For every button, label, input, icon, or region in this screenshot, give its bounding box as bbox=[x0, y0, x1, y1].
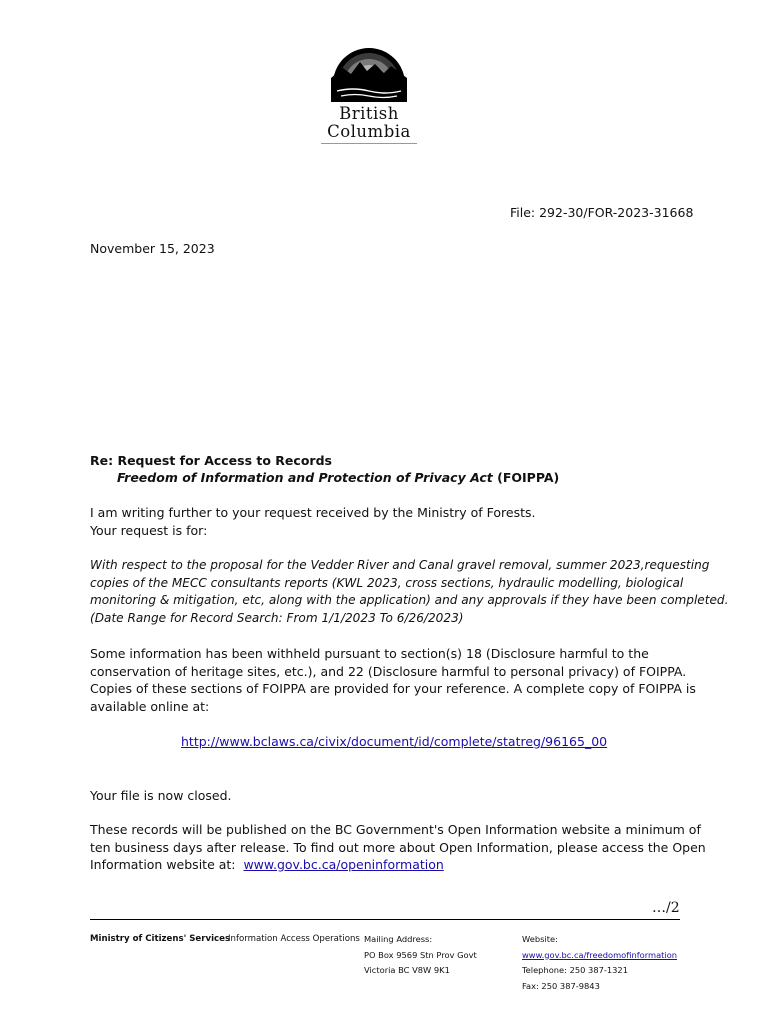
telephone: Telephone: 250 387-1321 bbox=[522, 965, 628, 975]
logo-line-british: British bbox=[339, 104, 399, 123]
mailing-line: PO Box 9569 Stn Prov Govt bbox=[364, 949, 477, 960]
footer-contact bbox=[522, 932, 677, 994]
request-line: With respect to the proposal for the Vedder River and Canal gravel removal, summer 2023,requesting bbox=[90, 558, 710, 572]
request-line: copies of the MECC consultants reports (KWL 2023, cross sections, hydraulic modelling, biological bbox=[90, 575, 684, 590]
publish-line bbox=[90, 856, 706, 874]
publish-line-prefix: Information website at: bbox=[90, 857, 244, 872]
mailing-label: Mailing Address: bbox=[364, 934, 433, 944]
publish-line: ten business days after release. To find out more about Open Information, please access the Open bbox=[90, 839, 706, 855]
website-label: Website: bbox=[522, 934, 558, 944]
open-information-link[interactable]: www.gov.bc.ca/openinformation bbox=[243, 857, 444, 872]
request-line: (Date Range for Record Search: From 1/1/2023 To 6/26/2023) bbox=[90, 610, 464, 625]
withheld-line: Copies of these sections of FOIPPA are provided for your reference. A complete copy of FOIPPA is bbox=[90, 681, 696, 696]
act-abbreviation: (FOIPPA) bbox=[492, 470, 560, 485]
publish-line: These records will be published on the BC Government's Open Information website a minimum of bbox=[90, 822, 701, 837]
letter-date: November 15, 2023 bbox=[90, 241, 215, 256]
subject-act bbox=[117, 469, 559, 487]
intro-line: Your request is for: bbox=[90, 522, 208, 538]
mailing-line: Victoria BC V8W 9K1 bbox=[364, 965, 450, 975]
footer-rule bbox=[90, 919, 680, 920]
fax: Fax: 250 387-9843 bbox=[522, 980, 600, 991]
footer-ministry: Ministry of Citizens' Services bbox=[90, 934, 231, 944]
request-line: monitoring & mitigation, etc, along with the application) and any approvals if they have been completed. bbox=[90, 593, 729, 607]
withheld-line: available online at: bbox=[90, 698, 210, 714]
act-name: Freedom of Information and Protection of Privacy Act bbox=[117, 470, 493, 485]
intro-line: I am writing further to your request received by the Ministry of Forests. bbox=[90, 505, 536, 520]
subject-line: Re: Request for Access to Records bbox=[90, 453, 332, 468]
withheld-line: conservation of heritage sites, etc.), and 22 (Disclosure harmful to personal privacy) of FOIPPA. bbox=[90, 663, 687, 679]
withheld-paragraph bbox=[90, 645, 696, 715]
intro-paragraph bbox=[90, 504, 536, 539]
bc-sun-mountain-icon bbox=[329, 44, 409, 102]
publish-paragraph bbox=[90, 821, 706, 874]
logo-rule bbox=[321, 143, 417, 144]
withheld-line: Some information has been withheld pursuant to section(s) 18 (Disclosure harmful to the bbox=[90, 646, 649, 661]
foi-website-link[interactable]: www.gov.bc.ca/freedomofinformation bbox=[522, 949, 678, 960]
page-continuation: …/2 bbox=[652, 900, 680, 916]
bc-government-logo bbox=[313, 44, 425, 148]
footer-branch: Information Access Operations bbox=[228, 934, 360, 944]
request-description bbox=[90, 557, 728, 627]
file-reference: File: 292-30/FOR-2023-31668 bbox=[510, 205, 694, 220]
file-closed-notice: Your file is now closed. bbox=[90, 788, 232, 803]
footer-mailing-address bbox=[364, 932, 477, 979]
foippa-link[interactable]: http://www.bclaws.ca/civix/document/id/complete/statreg/96165_00 bbox=[181, 734, 608, 749]
logo-line-columbia: Columbia bbox=[327, 122, 411, 141]
